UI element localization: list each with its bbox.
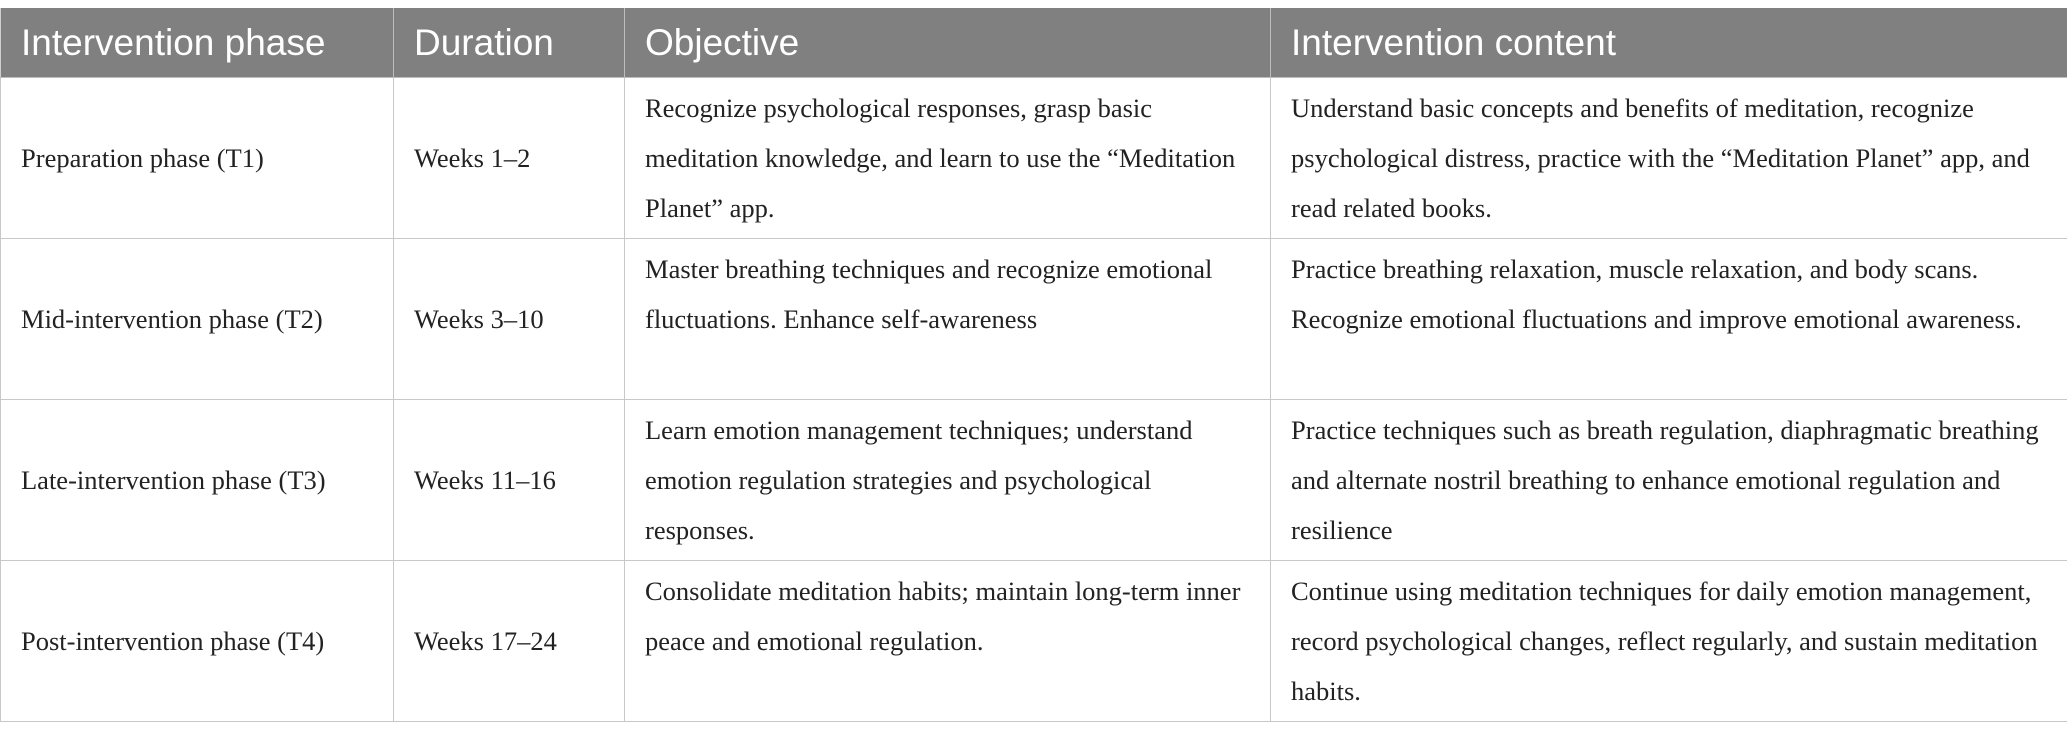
cell-objective: Recognize psychological responses, grasp basic meditation knowledge, and learn to use the “Meditation Planet” app. <box>625 78 1271 239</box>
cell-phase: Mid-intervention phase (T2) <box>1 239 394 400</box>
cell-content: Practice breathing relaxation, muscle relaxation, and body scans. Recognize emotional fluctuations and improve emotional awareness. <box>1271 239 2067 400</box>
header-row <box>1 8 2067 78</box>
cell-phase: Late-intervention phase (T3) <box>1 400 394 561</box>
cell-duration: Weeks 1–2 <box>394 78 625 239</box>
cell-content: Practice techniques such as breath regulation, diaphragmatic breathing and alternate nostril breathing to enhance emotional regulation and resilience <box>1271 400 2067 561</box>
table-header <box>1 8 2067 78</box>
cell-duration: Weeks 11–16 <box>394 400 625 561</box>
cell-objective: Master breathing techniques and recognize emotional fluctuations. Enhance self-awareness <box>625 239 1271 400</box>
cell-objective: Learn emotion management techniques; understand emotion regulation strategies and psychological responses. <box>625 400 1271 561</box>
table-row <box>1 561 2067 722</box>
header-intervention-phase: Intervention phase <box>1 8 394 78</box>
intervention-table <box>0 8 2067 722</box>
table-row <box>1 78 2067 239</box>
cell-content: Continue using meditation techniques for daily emotion management, record psychological changes, reflect regularly, and sustain meditation habits. <box>1271 561 2067 722</box>
cell-duration: Weeks 17–24 <box>394 561 625 722</box>
cell-content: Understand basic concepts and benefits of meditation, recognize psychological distress, practice with the “Meditation Planet” app, and read related books. <box>1271 78 2067 239</box>
header-duration: Duration <box>394 8 625 78</box>
cell-duration: Weeks 3–10 <box>394 239 625 400</box>
cell-phase: Post-intervention phase (T4) <box>1 561 394 722</box>
cell-phase: Preparation phase (T1) <box>1 78 394 239</box>
table-row <box>1 239 2067 400</box>
header-objective: Objective <box>625 8 1271 78</box>
cell-objective: Consolidate meditation habits; maintain long-term inner peace and emotional regulation. <box>625 561 1271 722</box>
table-row <box>1 400 2067 561</box>
header-intervention-content: Intervention content <box>1271 8 2067 78</box>
table-body <box>1 78 2067 722</box>
intervention-table-container <box>0 8 2067 722</box>
